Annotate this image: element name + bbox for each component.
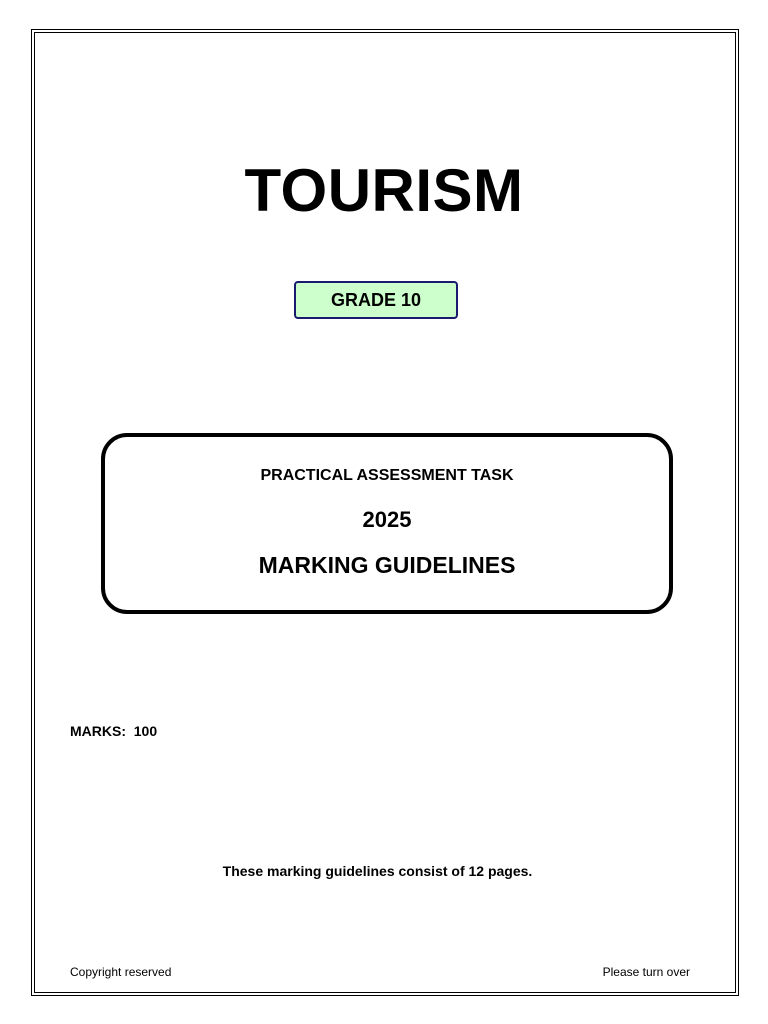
turn-over-footer: Please turn over — [602, 965, 690, 979]
grade-label: GRADE 10 — [330, 289, 422, 310]
task-year: 2025 — [362, 507, 412, 532]
document-type: MARKING GUIDELINES — [258, 552, 516, 578]
task-info-box — [101, 433, 673, 614]
copyright-footer: Copyright reserved — [70, 965, 172, 979]
subject-title: TOURISM — [244, 157, 524, 224]
total-marks: MARKS: 100 — [70, 723, 158, 739]
grade-badge — [294, 281, 458, 319]
page-count-note: These marking guidelines consist of 12 pages. — [222, 863, 533, 879]
task-type: PRACTICAL ASSESSMENT TASK — [260, 467, 514, 484]
